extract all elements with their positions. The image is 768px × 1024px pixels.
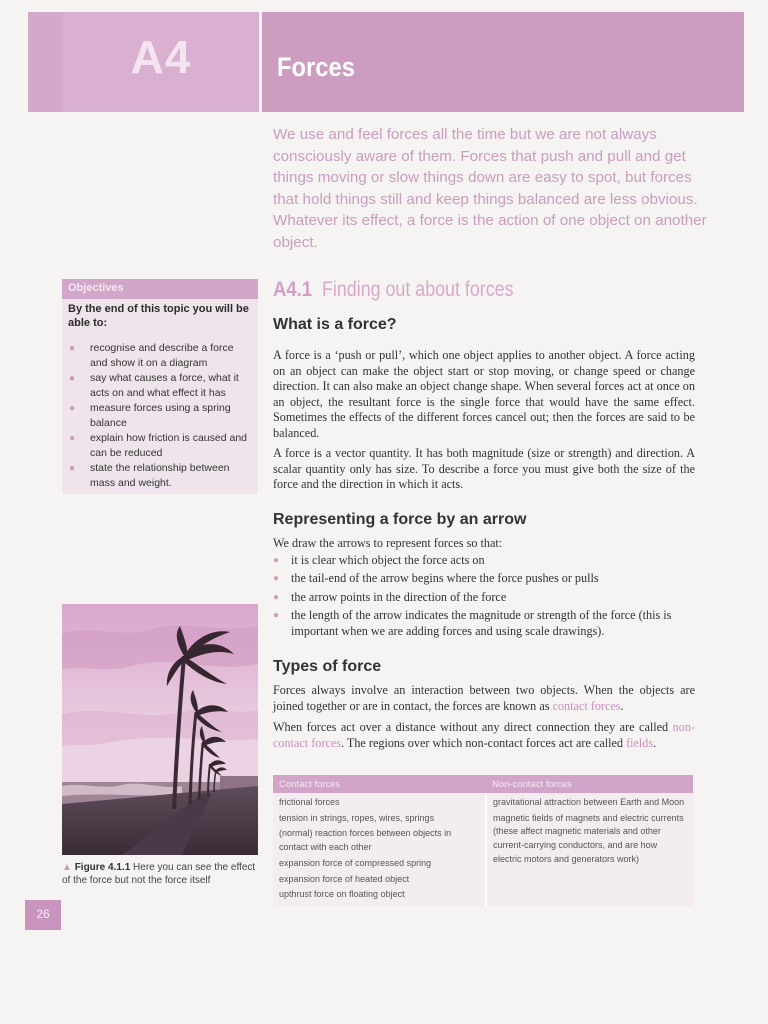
- term-fields: fields: [626, 735, 654, 750]
- objective-item: ● measure forces using a spring balance: [69, 402, 231, 429]
- bullet-icon: ●: [69, 463, 76, 474]
- bullet-icon: ●: [69, 343, 76, 354]
- chapter-code: A4: [130, 31, 192, 83]
- objective-item: ● explain how friction is caused and can be reduced: [69, 432, 248, 459]
- bullet-icon: ●: [273, 555, 280, 566]
- palm-trees-photo: [62, 604, 258, 855]
- contact-forces-cell: [273, 793, 486, 907]
- heading-what-is-a-force: What is a force?: [273, 316, 397, 333]
- list-item: ● the arrow points in the direction of the force: [273, 589, 507, 604]
- bullet-icon: ●: [273, 591, 280, 603]
- bullet-icon: ●: [69, 373, 76, 384]
- bullet-icon: ●: [69, 403, 76, 414]
- objective-item: ● state the relationship between mass and weight.: [69, 462, 230, 489]
- table-cell-item: frictional forces: [279, 797, 340, 807]
- paragraph-force-definition: A force is a ‘push or pull’, which one object applies to another object. A force acting on an object can make the object start or stop moving, or change speed or change direction. It can also make an object change shape. When several forces act at once on an object, the resultant force is the single force that would have the same effect. Sometimes the effects of the different forces cancel out; then the forces are said to be balanced.: [273, 348, 695, 440]
- bullet-icon: ●: [69, 433, 76, 444]
- table-header-contact: Contact forces: [273, 775, 486, 793]
- table-cell-item: upthrust force on floating object: [279, 889, 405, 900]
- objectives-heading: Objectives: [68, 282, 124, 294]
- section-number: A4.1: [273, 278, 313, 301]
- objective-item: ● say what causes a force, what it acts on and what effect it has: [69, 372, 239, 399]
- bullet-icon: ●: [273, 610, 280, 622]
- table-cell-item: (normal) reaction forces between objects in contact with each other: [279, 828, 452, 853]
- arrow-rules-list: [273, 553, 713, 642]
- list-item: ● the tail-end of the arrow begins where the force pushes or pulls: [273, 571, 599, 586]
- header-accent-block: [28, 12, 63, 112]
- objective-item: ● recognise and describe a force and show it on a diagram: [69, 342, 234, 369]
- paragraph-non-contact-forces: When forces act over a distance without any direct connection they are called non-contact forces. The regions over which non-contact forces act are called fields.: [273, 720, 695, 750]
- figure-label: Figure 4.1.1: [74, 862, 131, 873]
- chapter-title: Forces: [277, 52, 355, 82]
- objectives-intro: By the end of this topic you will be able to:: [68, 303, 249, 329]
- section-title: Finding out about forces: [322, 278, 514, 301]
- table-cell-item: expansion force of heated object: [279, 873, 410, 884]
- term-non-contact-forces: non-contact forces: [273, 720, 695, 750]
- triangle-icon: ▲: [62, 862, 72, 873]
- paragraph-vector-quantity: A force is a vector quantity. It has both magnitude (size or strength) and direction. A scalar quantity only has size. To describe a force you must give both the size of the force and the direction in which it acts.: [273, 446, 695, 492]
- table-cell-item: tension in strings, ropes, wires, springs: [279, 812, 435, 823]
- heading-representing-force: Representing a force by an arrow: [273, 511, 527, 528]
- table-cell-item: expansion force of compressed spring: [279, 857, 432, 868]
- bullet-icon: ●: [273, 573, 280, 585]
- paragraph-arrow-intro: We draw the arrows to represent forces so that:: [273, 536, 503, 550]
- list-item: ● it is clear which object the force acts on: [273, 553, 485, 567]
- table-cell-item: magnetic fields of magnets and electric currents (these affect magnetic materials and other current-carrying conductors, and are how electric motors and generators work): [493, 812, 684, 864]
- page-number: 26: [36, 907, 50, 921]
- non-contact-forces-cell: [486, 793, 693, 907]
- heading-types-of-force: Types of force: [273, 658, 382, 675]
- paragraph-contact-forces: Forces always involve an interaction between two objects. When the objects are joined together or are in contact, the forces are known as contact forces.: [273, 683, 695, 713]
- forces-table: [273, 775, 693, 907]
- table-header-non-contact: Non-contact forces: [486, 775, 693, 793]
- table-cell-item: gravitational attraction between Earth and Moon: [493, 797, 685, 807]
- chapter-intro: We use and feel forces all the time but we are not always consciously aware of them. Forces that push and pull and get things moving or slow things down are easy to spot, but forces that hold things still and keep things balanced are less obvious. Whatever its effect, a force is the action of one object on another object.: [273, 126, 707, 251]
- objectives-list: [68, 341, 254, 491]
- list-item: ● the length of the arrow indicates the magnitude or strength of the force (this is important when we are adding forces and using scale drawings).: [273, 608, 672, 638]
- term-contact-forces: contact forces: [552, 698, 621, 713]
- figure-caption: ▲ Figure 4.1.1 Here you can see the effect of the force but not the force itself: [62, 862, 256, 886]
